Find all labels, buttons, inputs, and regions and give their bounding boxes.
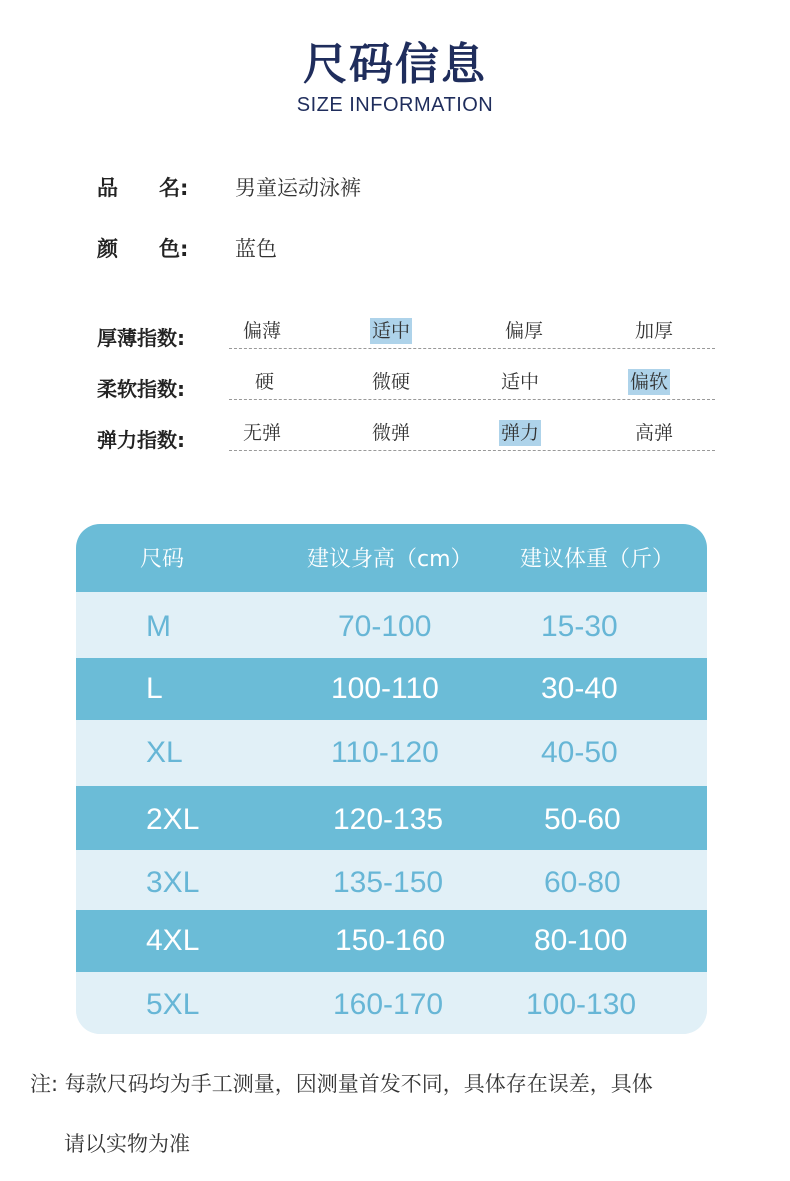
table-cell-weight: 60-80 — [544, 866, 621, 899]
page-title-en: SIZE INFORMATION — [296, 94, 494, 116]
table-cell-size: 4XL — [146, 924, 200, 957]
table-cell-height: 110-120 — [331, 736, 439, 769]
table-row — [76, 720, 707, 786]
index-option: 微硬 — [372, 371, 411, 393]
table-cell-height: 150-160 — [335, 924, 446, 957]
index-option: 适中 — [501, 371, 540, 393]
table-row — [76, 592, 707, 658]
table-row — [76, 972, 707, 1034]
index-row-thickness — [97, 316, 717, 350]
table-cell-size: M — [146, 610, 171, 643]
dashed-divider — [229, 348, 715, 349]
table-cell-weight: 50-60 — [544, 803, 621, 836]
table-cell-weight: 40-50 — [541, 736, 618, 769]
table-cell-height: 70-100 — [338, 610, 432, 643]
table-cell-weight: 30-40 — [541, 672, 618, 705]
product-name-label-char2: 名: — [159, 176, 189, 200]
product-name-value: 男童运动泳裤 — [235, 176, 361, 200]
header-weight: 建议体重（斤） — [520, 547, 675, 572]
table-row — [76, 910, 707, 972]
product-name-label-char1: 品 — [97, 176, 118, 200]
dashed-divider — [229, 450, 715, 451]
product-color-label-char1: 颜 — [97, 237, 118, 261]
index-option: 偏薄 — [243, 320, 282, 342]
index-option: 微弹 — [372, 422, 411, 444]
index-option: 偏厚 — [505, 320, 544, 342]
table-cell-size: 3XL — [146, 866, 200, 899]
table-cell-weight: 100-130 — [526, 988, 637, 1021]
table-cell-weight: 15-30 — [541, 610, 618, 643]
header-size: 尺码 — [140, 547, 185, 572]
table-row — [76, 850, 707, 910]
table-cell-height: 160-170 — [333, 988, 444, 1021]
table-cell-height: 100-110 — [331, 672, 439, 705]
page-title-cn: 尺码信息 — [303, 39, 487, 90]
table-row — [76, 658, 707, 720]
index-option-selected: 偏软 — [630, 371, 669, 393]
index-option: 高弹 — [635, 422, 674, 444]
index-option-selected: 弹力 — [501, 422, 540, 444]
table-cell-height: 120-135 — [333, 803, 444, 836]
index-option: 加厚 — [635, 320, 674, 342]
table-cell-size: L — [146, 672, 163, 705]
index-label: 柔软指数: — [97, 377, 185, 401]
index-label: 弹力指数: — [97, 428, 185, 452]
size-table-header — [76, 524, 707, 592]
disclaimer-note-continued: 请以实物为准 — [64, 1132, 190, 1156]
table-cell-size: 5XL — [146, 988, 200, 1021]
table-cell-size: XL — [146, 736, 183, 769]
table-cell-size: 2XL — [146, 803, 200, 836]
product-color-value: 蓝色 — [235, 237, 277, 261]
index-option: 无弹 — [243, 422, 282, 444]
table-cell-height: 135-150 — [333, 866, 444, 899]
index-label: 厚薄指数: — [97, 326, 185, 350]
index-option-selected: 适中 — [372, 320, 411, 342]
dashed-divider — [229, 399, 715, 400]
header-height: 建议身高（cm） — [307, 547, 473, 572]
disclaimer-note: 注: 每款尺码均为手工测量，因测量首发不同，具体存在误差，具体 — [30, 1072, 653, 1096]
table-cell-weight: 80-100 — [534, 924, 628, 957]
table-row — [76, 786, 707, 850]
index-row-elasticity — [97, 418, 717, 452]
size-table — [76, 524, 707, 1034]
index-row-softness — [97, 367, 717, 401]
index-option: 硬 — [255, 371, 275, 393]
product-color-label-char2: 色: — [159, 237, 189, 261]
